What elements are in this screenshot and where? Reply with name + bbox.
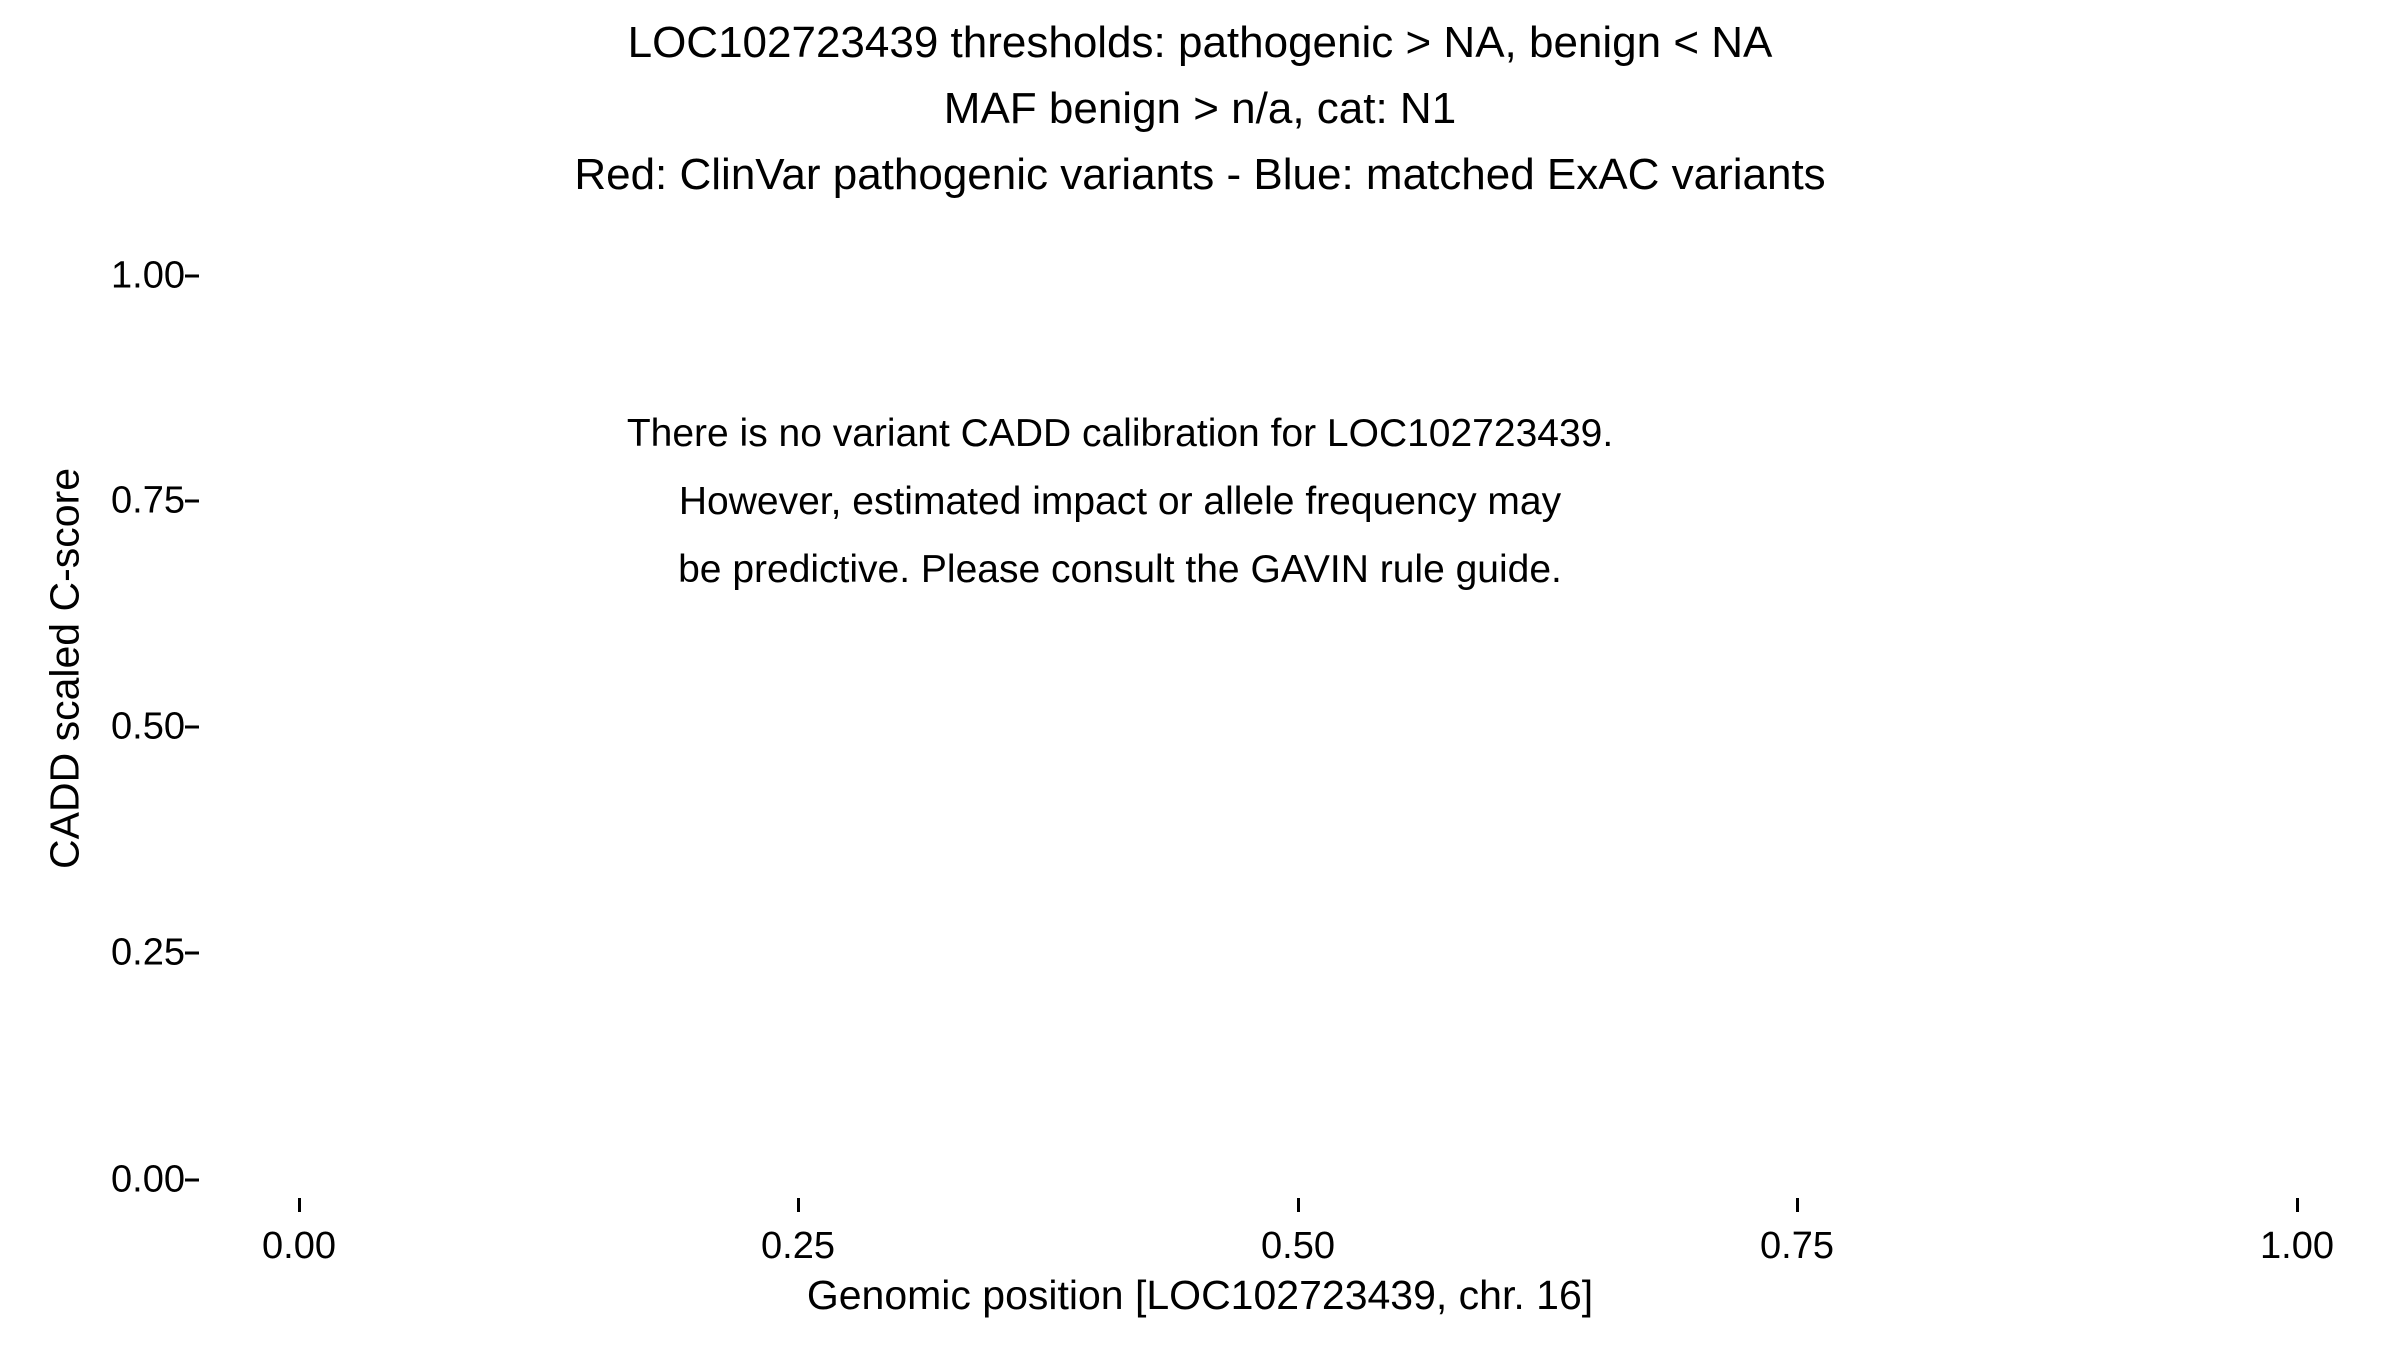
x-tick-label-0.50: 0.50: [1261, 1225, 1335, 1267]
chart-title-line-3: Red: ClinVar pathogenic variants - Blue: matched ExAC variants: [574, 150, 1826, 199]
x-tick-label-1.00: 1.00: [2260, 1225, 2334, 1267]
y-tick-mark-0.75: [185, 500, 199, 503]
chart-title-line-1: LOC102723439 thresholds: pathogenic > NA, benign < NA: [627, 18, 1773, 67]
chart-title: [0, 10, 2400, 208]
y-axis-label: CADD scaled C-score: [41, 468, 88, 869]
y-tick-label-1.00: 1.00: [111, 254, 185, 297]
y-tick-mark-0.25: [185, 952, 199, 955]
y-tick-label-0.00: 0.00: [111, 1158, 185, 1201]
x-tick-mark-1.00: [2296, 1198, 2299, 1212]
no-calibration-message: [300, 400, 1940, 604]
y-tick-mark-0.00: [185, 1179, 199, 1182]
chart-title-line-2: MAF benign > n/a, cat: N1: [943, 84, 1457, 133]
x-tick-label-0.75: 0.75: [1760, 1225, 1834, 1267]
message-line-1: There is no variant CADD calibration for LOC102723439.: [626, 412, 1614, 455]
x-tick-mark-0.75: [1796, 1198, 1799, 1212]
x-tick-mark-0.00: [298, 1198, 301, 1212]
y-tick-mark-0.50: [185, 726, 199, 729]
message-line-2: However, estimated impact or allele frequency may: [678, 480, 1562, 523]
y-tick-mark-1.00: [185, 275, 199, 278]
x-axis-label: Genomic position [LOC102723439, chr. 16]: [806, 1272, 1594, 1318]
y-axis-ticks: [0, 0, 185, 1350]
message-line-3: be predictive. Please consult the GAVIN rule guide.: [678, 548, 1562, 591]
x-tick-mark-0.25: [797, 1198, 800, 1212]
x-tick-label-0.25: 0.25: [761, 1225, 835, 1267]
y-tick-label-0.25: 0.25: [111, 931, 185, 974]
x-tick-mark-0.50: [1297, 1198, 1300, 1212]
y-tick-label-0.50: 0.50: [111, 705, 185, 748]
y-tick-label-0.75: 0.75: [111, 479, 185, 522]
x-tick-label-0.00: 0.00: [262, 1225, 336, 1267]
